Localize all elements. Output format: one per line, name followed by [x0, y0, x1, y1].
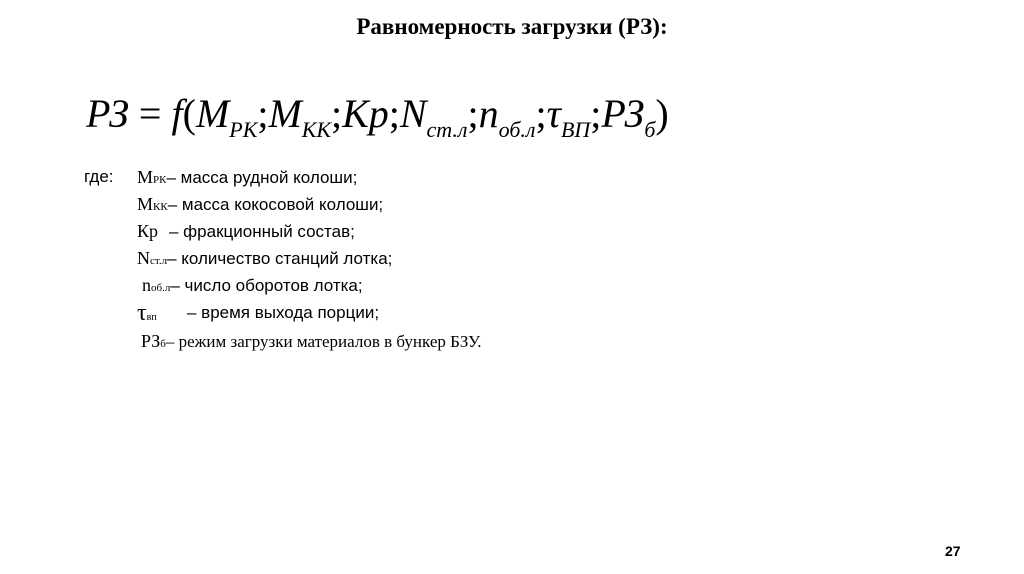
definition-text: – масса кокосовой колоши; — [167, 195, 384, 214]
formula-eq: = — [128, 91, 172, 136]
formula-kp: Кр — [342, 91, 389, 136]
slide-title: Равномерность загрузки (РЗ): — [356, 14, 668, 39]
formula-sep: ; — [331, 91, 343, 136]
definition-text: – число оборотов лотка; — [170, 276, 363, 295]
formula-n1-sub: ст.л — [426, 117, 468, 142]
formula-n2-sub: об.л — [498, 117, 536, 142]
definition-item-n-obl — [142, 274, 363, 299]
definition-symbol: MРК — [137, 167, 167, 187]
definition-text: – режим загрузки материалов в бункер БЗУ. — [165, 332, 482, 351]
formula-m1: M — [195, 91, 230, 136]
formula-rz-sub: б — [644, 117, 656, 142]
definition-item-m-rk — [137, 166, 357, 191]
definition-symbol: nоб.л — [142, 275, 171, 295]
definition-text: – количество станций лотка; — [167, 249, 393, 268]
page-number: 27 — [945, 543, 961, 559]
definition-item-rz-b — [141, 330, 482, 355]
formula-n1: N — [399, 91, 427, 136]
formula-sep: ; — [467, 91, 479, 136]
definition-text: – фракционный состав; — [169, 222, 355, 241]
definition-symbol: Кр — [137, 221, 159, 241]
definition-symbol: MКК — [137, 194, 168, 214]
formula-rz: РЗ — [601, 91, 645, 136]
definition-item-kp — [137, 220, 355, 243]
formula-sep: ; — [535, 91, 547, 136]
formula — [86, 90, 669, 144]
formula-tau-sub: ВП — [560, 117, 591, 142]
formula-sep: ; — [257, 91, 269, 136]
definition-text: – время выхода порции; — [187, 303, 380, 322]
formula-tau: τ — [546, 91, 561, 136]
formula-sep: ; — [590, 91, 602, 136]
definition-item-tau — [137, 300, 379, 327]
formula-sep: ; — [388, 91, 400, 136]
definition-item-m-kk — [137, 193, 383, 218]
formula-open: ( — [182, 91, 196, 136]
formula-lhs: РЗ — [86, 91, 129, 136]
definition-symbol: τвп — [137, 300, 157, 326]
formula-close: ) — [655, 91, 669, 136]
definition-symbol: РЗб — [141, 331, 166, 351]
formula-m1-sub: РК — [229, 117, 258, 142]
formula-n2: n — [478, 91, 499, 136]
definition-item-n-stl — [137, 247, 392, 272]
formula-m2: M — [268, 91, 302, 136]
definition-text: – масса рудной колоши; — [166, 168, 358, 187]
formula-func: f — [171, 91, 183, 136]
definitions-lead: где: — [84, 167, 114, 186]
definition-symbol: Nст.л — [137, 248, 168, 268]
formula-m2-sub: КК — [301, 117, 331, 142]
